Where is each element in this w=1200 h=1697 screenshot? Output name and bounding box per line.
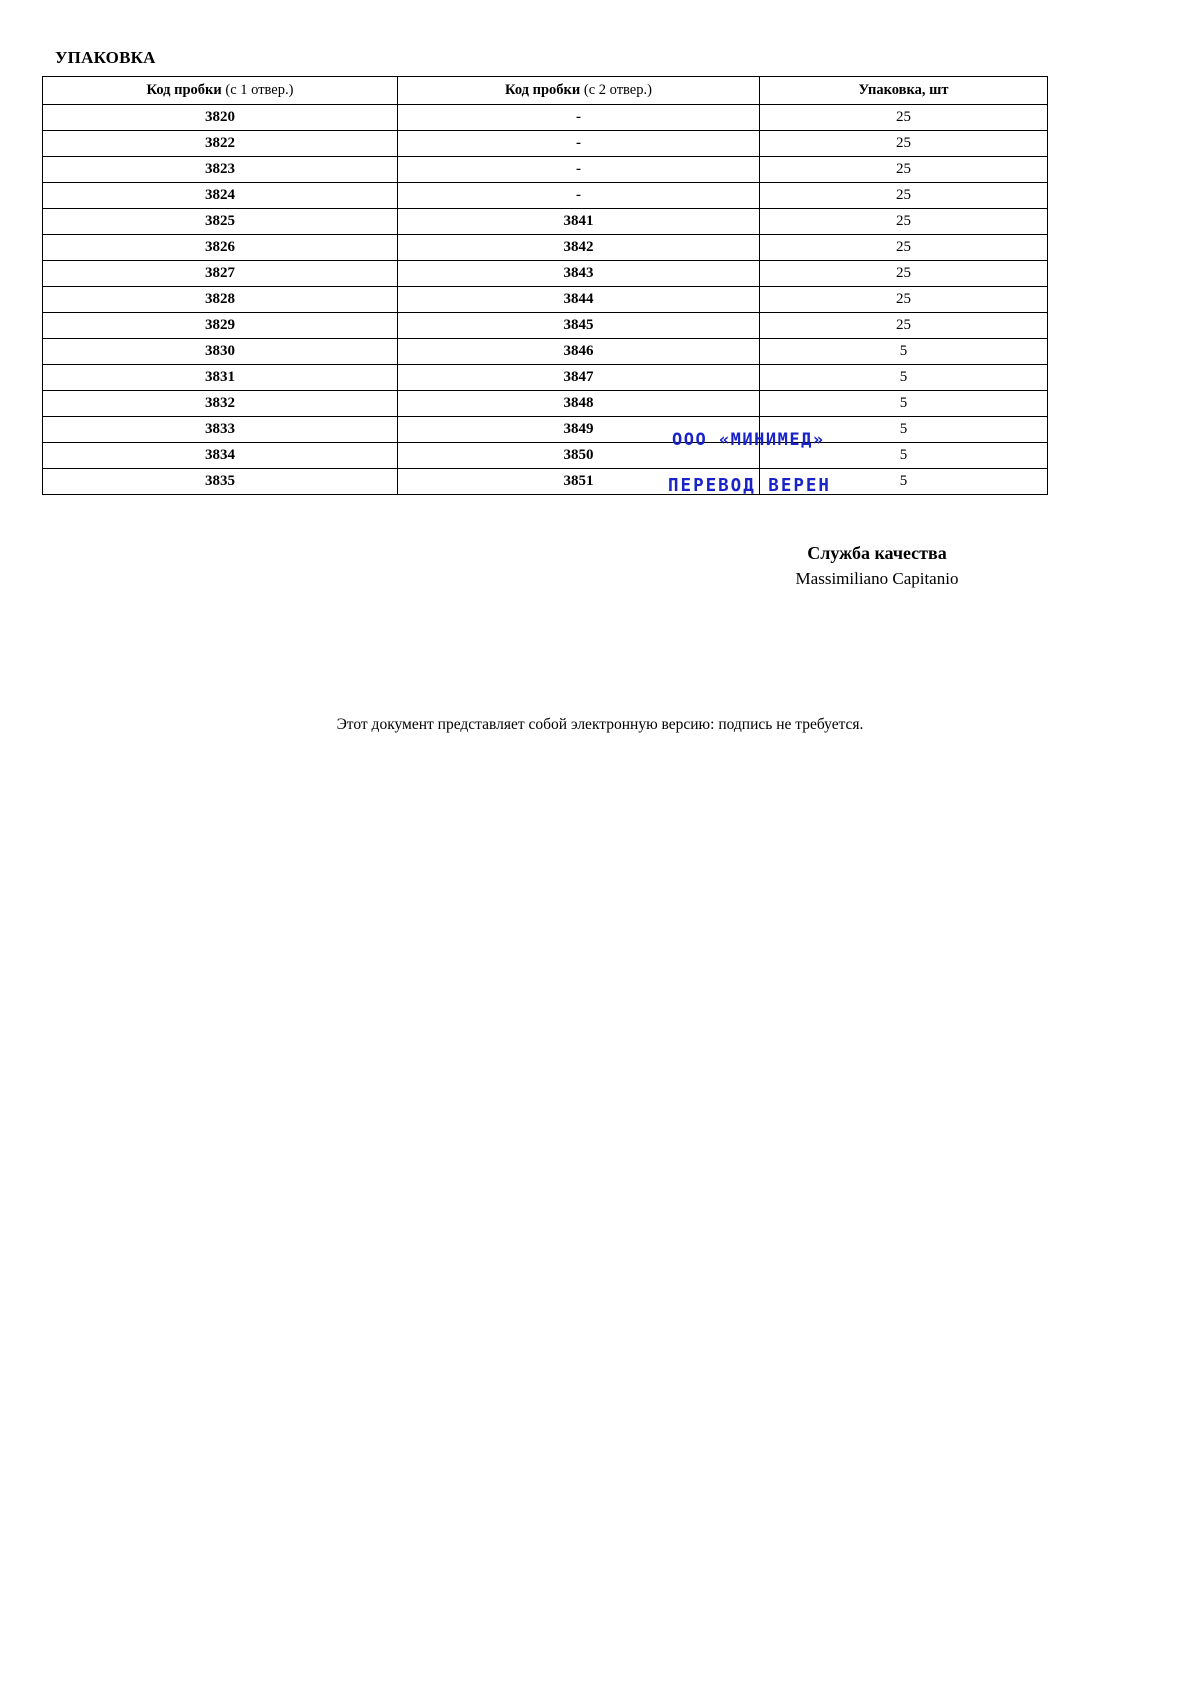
table-row (43, 313, 1048, 339)
cell-code-1-hole: 3826 (43, 235, 398, 261)
cell-code-2-holes: 3843 (398, 261, 760, 287)
table-row (43, 287, 1048, 313)
table-row (43, 235, 1048, 261)
cell-packaging-qty: 25 (760, 235, 1048, 261)
column-header-code-1-hole (43, 77, 398, 105)
cell-code-1-hole: 3835 (43, 469, 398, 495)
column-header-code-1-hole-strong: Код пробки (146, 82, 222, 98)
certification-stamp-text: ПЕРЕВОД ВЕРЕН (668, 476, 831, 496)
cell-code-2-holes: 3845 (398, 313, 760, 339)
column-header-packaging-qty-strong: Упаковка, шт (858, 82, 949, 98)
signature-person-name: Massimiliano Capitanio (795, 569, 959, 588)
table-body (43, 105, 1048, 495)
table-row (43, 261, 1048, 287)
table-row (43, 157, 1048, 183)
cell-code-2-holes: 3844 (398, 287, 760, 313)
table-row (43, 209, 1048, 235)
cell-code-1-hole: 3820 (43, 105, 398, 131)
cell-packaging-qty: 25 (760, 313, 1048, 339)
cell-code-2-holes: 3842 (398, 235, 760, 261)
cell-packaging-qty: 5 (760, 391, 1048, 417)
cell-code-2-holes: 3846 (398, 339, 760, 365)
cell-code-2-holes: 3851 (398, 469, 760, 495)
cell-code-1-hole: 3833 (43, 417, 398, 443)
table-header-row (43, 77, 1048, 105)
cell-code-1-hole: 3823 (43, 157, 398, 183)
cell-code-1-hole: 3834 (43, 443, 398, 469)
table-row (43, 417, 1048, 443)
cell-packaging-qty: 25 (760, 287, 1048, 313)
cell-packaging-qty: 25 (760, 157, 1048, 183)
cell-packaging-qty: 5 (760, 339, 1048, 365)
cell-code-2-holes: - (398, 157, 760, 183)
electronic-document-note: Этот документ представляет собой электронную версию: подпись не требуется. (336, 716, 864, 733)
table-row (43, 469, 1048, 495)
cell-code-1-hole: 3828 (43, 287, 398, 313)
cell-code-1-hole: 3830 (43, 339, 398, 365)
certification-stamp-company: ООО «МИНИМЕД» (672, 430, 825, 450)
cell-packaging-qty: 25 (760, 261, 1048, 287)
cell-packaging-qty: 25 (760, 183, 1048, 209)
cell-code-2-holes: 3850 (398, 443, 760, 469)
cell-code-1-hole: 3827 (43, 261, 398, 287)
cell-code-2-holes: 3848 (398, 391, 760, 417)
table-row (43, 131, 1048, 157)
column-header-code-2-holes-normal: (с 2 отвер.) (580, 82, 652, 98)
cell-packaging-qty: 5 (760, 443, 1048, 469)
cell-packaging-qty: 25 (760, 209, 1048, 235)
table-header (43, 77, 1048, 105)
cell-code-1-hole: 3829 (43, 313, 398, 339)
cell-code-1-hole: 3822 (43, 131, 398, 157)
column-header-code-1-hole-normal: (с 1 отвер.) (221, 82, 294, 98)
cell-packaging-qty: 5 (760, 417, 1048, 443)
cell-code-2-holes: 3847 (398, 365, 760, 391)
cell-packaging-qty: 5 (760, 365, 1048, 391)
packaging-table (42, 76, 1048, 495)
cell-code-2-holes: - (398, 131, 760, 157)
table-row (43, 183, 1048, 209)
cell-code-2-holes: 3841 (398, 209, 760, 235)
cell-packaging-qty: 25 (760, 131, 1048, 157)
cell-code-2-holes: - (398, 183, 760, 209)
column-header-packaging-qty (760, 77, 1048, 105)
cell-code-1-hole: 3825 (43, 209, 398, 235)
signature-block (707, 541, 1047, 591)
cell-code-1-hole: 3832 (43, 391, 398, 417)
table-row (43, 443, 1048, 469)
cell-code-2-holes: - (398, 105, 760, 131)
cell-code-2-holes: 3849 (398, 417, 760, 443)
cell-packaging-qty: 5 (760, 469, 1048, 495)
column-header-code-2-holes (398, 77, 760, 105)
cell-code-1-hole: 3824 (43, 183, 398, 209)
signature-department: Служба качества (807, 543, 947, 563)
table-row (43, 105, 1048, 131)
cell-packaging-qty: 25 (760, 105, 1048, 131)
table-row (43, 391, 1048, 417)
table-row (43, 339, 1048, 365)
cell-code-1-hole: 3831 (43, 365, 398, 391)
table-row (43, 365, 1048, 391)
page-title: УПАКОВКА (55, 48, 156, 67)
column-header-code-2-holes-strong: Код пробки (505, 82, 581, 98)
